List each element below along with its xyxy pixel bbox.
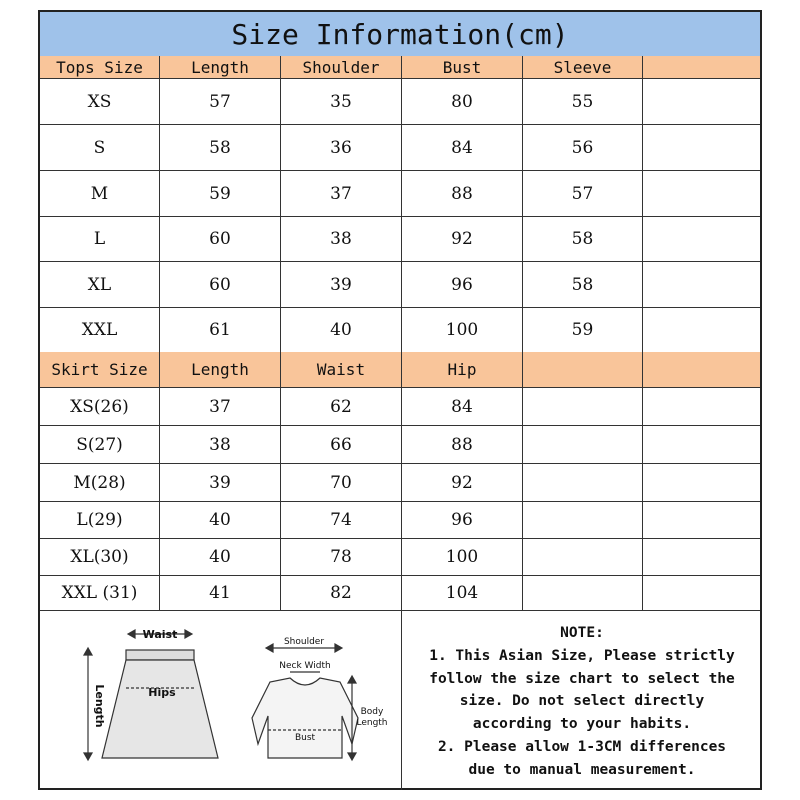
skirt-table-cell xyxy=(643,464,762,501)
tops-table-cell: 55 xyxy=(523,79,643,124)
skirt-table-cell: 41 xyxy=(160,576,281,610)
top-body-length-label-2: Length xyxy=(356,718,388,728)
skirt-table-cell: 40 xyxy=(160,539,281,575)
skirt-table-cell xyxy=(643,426,762,463)
tops-table-row xyxy=(40,262,760,308)
skirt-table-row xyxy=(40,576,760,611)
skirt-header-row xyxy=(40,352,760,388)
skirt-table-cell: L(29) xyxy=(40,502,160,538)
skirt-table-cell xyxy=(523,388,643,425)
skirt-table-cell xyxy=(523,426,643,463)
tops-table-cell: M xyxy=(40,171,160,216)
tops-header-cell xyxy=(643,56,762,78)
skirt-header-cell xyxy=(523,352,643,387)
tops-table-cell: 96 xyxy=(402,262,523,307)
tops-table-cell: 57 xyxy=(523,171,643,216)
skirt-table-cell: 70 xyxy=(281,464,402,501)
skirt-table-cell: 37 xyxy=(160,388,281,425)
skirt-table-cell: 100 xyxy=(402,539,523,575)
skirt-table-row xyxy=(40,426,760,464)
tops-table-cell xyxy=(643,217,762,261)
tops-table-cell: XL xyxy=(40,262,160,307)
tops-table-cell: 36 xyxy=(281,125,402,170)
tops-table-cell: 56 xyxy=(523,125,643,170)
tops-table-cell: 35 xyxy=(281,79,402,124)
skirt-table-cell: 38 xyxy=(160,426,281,463)
note-heading: NOTE: xyxy=(560,625,604,641)
tops-table-cell: XS xyxy=(40,79,160,124)
skirt-table-cell: 84 xyxy=(402,388,523,425)
tops-header-cell: Length xyxy=(160,56,281,78)
skirt-table-row xyxy=(40,502,760,539)
tops-table-cell: XXL xyxy=(40,308,160,352)
tops-table-row xyxy=(40,308,760,353)
skirt-table-cell: 96 xyxy=(402,502,523,538)
skirt-table-cell: XS(26) xyxy=(40,388,160,425)
tops-table-cell: 88 xyxy=(402,171,523,216)
tops-table-cell: 37 xyxy=(281,171,402,216)
skirt-header-cell: Length xyxy=(160,352,281,387)
tops-table-cell: 80 xyxy=(402,79,523,124)
tops-header-row xyxy=(40,56,760,79)
top-shoulder-label: Shoulder xyxy=(283,637,325,647)
tops-table-cell xyxy=(643,262,762,307)
note-line: follow the size chart to select the xyxy=(429,670,735,687)
tops-table-cell: 84 xyxy=(402,125,523,170)
tops-table-cell: 59 xyxy=(523,308,643,352)
skirt-table-cell: 74 xyxy=(281,502,402,538)
tops-table-cell: 38 xyxy=(281,217,402,261)
skirt-table-cell xyxy=(643,502,762,538)
skirt-table-cell xyxy=(643,539,762,575)
info-section xyxy=(40,608,760,790)
chart-title: Size Information(cm) xyxy=(40,12,760,57)
note-line: 2. Please allow 1-3CM differences xyxy=(437,738,727,755)
skirt-table-cell xyxy=(643,576,762,610)
skirt-header-cell: Waist xyxy=(281,352,402,387)
skirt-length-label: Length xyxy=(93,684,106,728)
skirt-table-cell xyxy=(643,388,762,425)
tops-table-cell: 60 xyxy=(160,262,281,307)
note-line: according to your habits. xyxy=(472,716,692,733)
skirt-table-row xyxy=(40,539,760,576)
tops-table-row xyxy=(40,171,760,217)
skirt-table-cell: XL(30) xyxy=(40,539,160,575)
skirt-table-cell: 92 xyxy=(402,464,523,501)
skirt-table-cell: 88 xyxy=(402,426,523,463)
measurement-diagram xyxy=(40,608,400,788)
tops-table-row xyxy=(40,79,760,125)
tops-table-row xyxy=(40,217,760,262)
skirt-table-cell xyxy=(523,576,643,610)
skirt-hips-label: Hips xyxy=(148,686,176,699)
tops-table-cell: 57 xyxy=(160,79,281,124)
tops-table-cell xyxy=(643,79,762,124)
tops-table-cell: 58 xyxy=(523,217,643,261)
tops-table-cell xyxy=(643,125,762,170)
tops-header-cell: Sleeve xyxy=(523,56,643,78)
note-line: 1. This Asian Size, Please strictly xyxy=(429,647,735,664)
tops-table-cell xyxy=(643,308,762,352)
skirt-header-cell xyxy=(643,352,762,387)
tops-table-cell: 60 xyxy=(160,217,281,261)
tops-table-cell: 92 xyxy=(402,217,523,261)
note-line: due to manual measurement. xyxy=(468,761,696,778)
skirt-table-cell xyxy=(523,502,643,538)
skirt-table-cell: 39 xyxy=(160,464,281,501)
tops-header-cell: Shoulder xyxy=(281,56,402,78)
skirt-table-cell: 78 xyxy=(281,539,402,575)
measurement-illustration xyxy=(40,608,402,790)
size-chart-frame xyxy=(38,10,762,790)
skirt-table-cell xyxy=(523,539,643,575)
tops-header-cell: Tops Size xyxy=(40,56,160,78)
tops-table-cell: 58 xyxy=(523,262,643,307)
skirt-waist-label: Waist xyxy=(142,628,178,641)
skirt-table-cell: XXL (31) xyxy=(40,576,160,610)
skirt-table-cell: 82 xyxy=(281,576,402,610)
skirt-table-cell: S(27) xyxy=(40,426,160,463)
skirt-table-cell: 104 xyxy=(402,576,523,610)
size-note xyxy=(402,608,762,790)
skirt-table-row xyxy=(40,388,760,426)
tops-table-cell: 100 xyxy=(402,308,523,352)
tops-header-cell: Bust xyxy=(402,56,523,78)
tops-table-cell: 59 xyxy=(160,171,281,216)
skirt-table-cell: 62 xyxy=(281,388,402,425)
tops-table-cell: 61 xyxy=(160,308,281,352)
tops-table-cell: 39 xyxy=(281,262,402,307)
tops-table-cell: S xyxy=(40,125,160,170)
tops-table-cell: 40 xyxy=(281,308,402,352)
skirt-table-cell xyxy=(523,464,643,501)
tops-table-row xyxy=(40,125,760,171)
skirt-table-cell: 66 xyxy=(281,426,402,463)
skirt-table-row xyxy=(40,464,760,502)
skirt-table-cell: 40 xyxy=(160,502,281,538)
skirt-header-cell: Skirt Size xyxy=(40,352,160,387)
tops-table-cell: L xyxy=(40,217,160,261)
tops-table-cell xyxy=(643,171,762,216)
tops-table-cell: 58 xyxy=(160,125,281,170)
skirt-header-cell: Hip xyxy=(402,352,523,387)
top-body-length-label-1: Body xyxy=(360,707,384,717)
top-neck-width-label: Neck Width xyxy=(279,661,331,671)
note-line: size. Do not select directly xyxy=(459,693,705,710)
top-bust-label: Bust xyxy=(294,733,316,743)
skirt-table-cell: M(28) xyxy=(40,464,160,501)
